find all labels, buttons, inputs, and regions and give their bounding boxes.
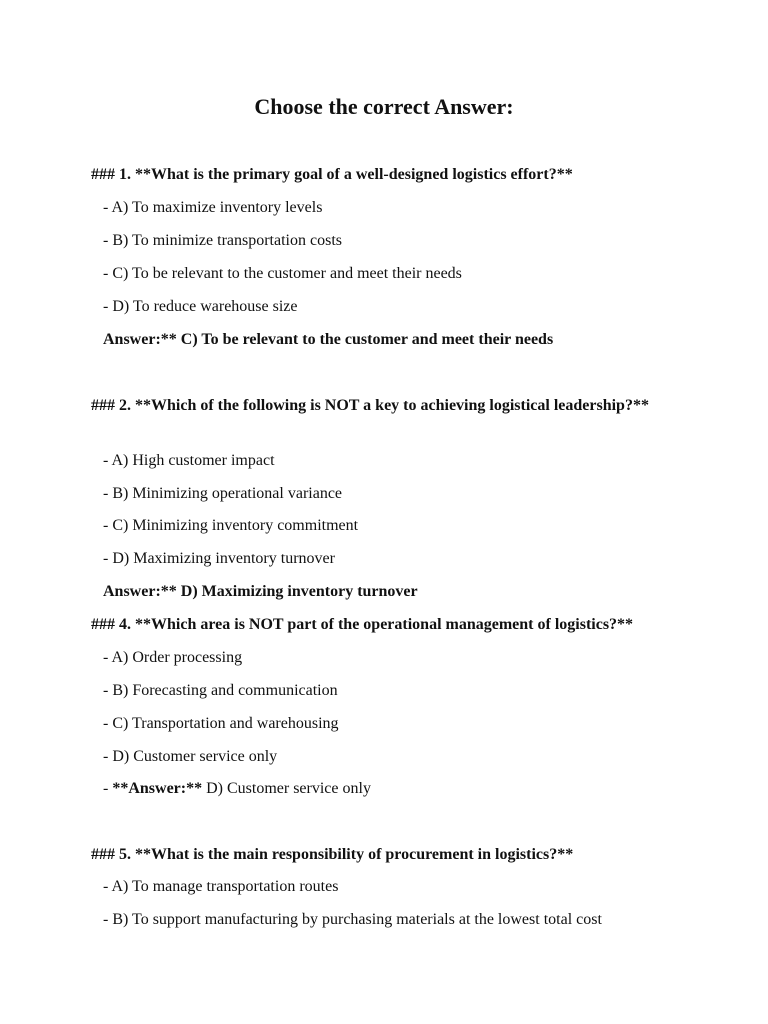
question-4-answer-prefix: - — [103, 780, 113, 797]
question-1-heading: ### 1. **What is the primary goal of a well-designed logistics effort?** — [91, 166, 573, 183]
question-2-option-d: - D) Maximizing inventory turnover — [103, 550, 335, 567]
question-1-option-a: - A) To maximize inventory levels — [103, 199, 323, 216]
question-5-option-b: - B) To support manufacturing by purchasing materials at the lowest total cost — [103, 911, 602, 928]
question-4-option-a: - A) Order processing — [103, 649, 243, 666]
question-5-heading: ### 5. **What is the main responsibility of procurement in logistics?** — [91, 846, 574, 863]
question-2-option-a: - A) High customer impact — [103, 452, 275, 469]
question-4-option-c: - C) Transportation and warehousing — [103, 715, 339, 732]
question-1-answer: Answer:** C) To be relevant to the customer and meet their needs — [103, 331, 554, 348]
question-1-option-b: - B) To minimize transportation costs — [103, 232, 342, 249]
question-4-answer — [103, 778, 371, 800]
question-4-answer-text: D) Customer service only — [202, 780, 371, 797]
question-2-heading: ### 2. **Which of the following is NOT a key to achieving logistical leadership?** — [91, 397, 649, 414]
page-title: Choose the correct Answer: — [254, 94, 514, 119]
question-5-option-a: - A) To manage transportation routes — [103, 878, 339, 895]
question-2-option-b: - B) Minimizing operational variance — [103, 485, 343, 502]
question-1-option-c: - C) To be relevant to the customer and meet their needs — [103, 265, 462, 282]
question-2-answer: Answer:** D) Maximizing inventory turnover — [103, 583, 418, 600]
question-4-option-b: - B) Forecasting and communication — [103, 682, 338, 699]
question-4-option-d: - D) Customer service only — [103, 748, 278, 765]
question-4-answer-label: **Answer:** — [112, 780, 203, 797]
question-1-option-d: - D) To reduce warehouse size — [103, 298, 298, 315]
question-4-heading: ### 4. **Which area is NOT part of the operational management of logistics?** — [91, 616, 634, 633]
question-2-option-c: - C) Minimizing inventory commitment — [103, 517, 359, 534]
